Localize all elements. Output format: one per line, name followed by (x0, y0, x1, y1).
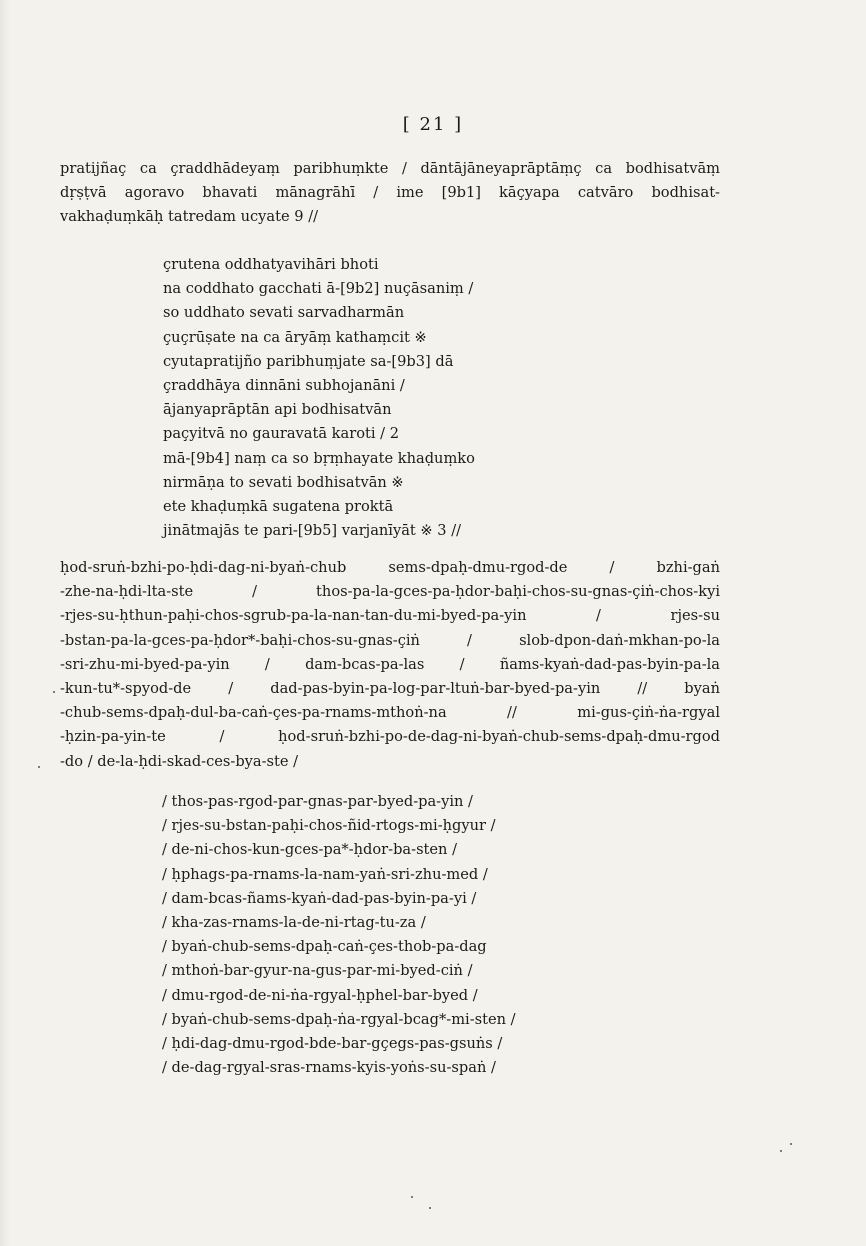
verse-line: / ḥphags-pa-rnams-la-nam-yaṅ-sri-zhu-med / (162, 865, 488, 883)
verse-line: ājanyaprāptān api bodhisatvān (163, 401, 392, 419)
paragraph-tibetan-prose (60, 556, 720, 774)
verse-line: na coddhato gacchati ā-[9b2] nuçāsaniṃ / (163, 280, 474, 298)
verse-line: / thos-pas-rgod-par-gnas-par-byed-pa-yin / (162, 793, 473, 810)
text-line: ḥod-sruṅ-bzhi-po-ḥdi-dag-ni-byaṅ-chub sems-dpaḥ-dmu-rgod-de / bzhi-gaṅ (60, 559, 720, 576)
text-line: dṛṣṭvā agoravo bhavati mānagrāhī / ime [9b1] kāçyapa catvāro bodhisat- (60, 184, 720, 202)
text-line: vakhaḍuṃkāḥ tatredam ucyate 9 // (60, 208, 319, 226)
verse-line: / mthoṅ-bar-gyur-na-gus-par-mi-byed-ciṅ / (162, 962, 473, 980)
verse-line: / byaṅ-chub-sems-dpaḥ-caṅ-çes-thob-pa-dag (162, 938, 487, 956)
text-line: -kun-tu*-spyod-de / dad-pas-byin-pa-log-par-ltuṅ-bar-byed-pa-yin // byaṅ (60, 680, 720, 698)
verse-line: / kha-zas-rnams-la-de-ni-rtag-tu-za / (162, 914, 426, 932)
verse-line: mā-[9b4] naṃ ca so bṛṃhayate khaḍuṃko (163, 449, 475, 467)
scan-edge-shadow (0, 0, 10, 1246)
scan-speck (429, 1207, 431, 1209)
text-line: -bstan-pa-la-gces-pa-ḥdor*-baḥi-chos-su-gnas-çiṅ / slob-dpon-daṅ-mkhan-po-la (60, 631, 720, 649)
verse-line: jinātmajās te pari-[9b5] varjanīyāt ※ 3 // (163, 522, 462, 540)
text-line: -chub-sems-dpaḥ-dul-ba-caṅ-çes-pa-rnams-mthoṅ-na // mi-gus-çiṅ-ṅa-rgyal (60, 704, 720, 722)
verse-line: ete khaḍuṃkā sugatena proktā (163, 498, 394, 516)
verse-line: / byaṅ-chub-sems-dpaḥ-ṅa-rgyal-bcag*-mi-sten / (162, 1010, 516, 1028)
verse-tibetan (162, 790, 516, 1080)
scan-speck (780, 1150, 782, 1152)
paragraph-sanskrit-prose (60, 157, 720, 230)
text-line: -zhe-na-ḥdi-lta-ste / thos-pa-la-gces-pa-ḥdor-baḥi-chos-su-gnas-çiṅ-chos-kyi (60, 583, 720, 601)
verse-line: / dmu-rgod-de-ni-ṅa-rgyal-ḥphel-bar-byed / (162, 986, 478, 1004)
verse-line: çrutena oddhatyavihāri bhoti (163, 256, 379, 273)
verse-line: nirmāṇa to sevati bodhisatvān ※ (163, 473, 404, 491)
text-line: -do / de-la-ḥdi-skad-ces-bya-ste / (60, 752, 299, 770)
verse-line: / de-ni-chos-kun-gces-pa*-ḥdor-ba-sten / (162, 841, 458, 859)
scan-speck (38, 766, 40, 768)
text-line: pratijñaç ca çraddhādeyaṃ paribhuṃkte / dāntājāneyaprāptāṃç ca bodhisatvāṃ (60, 160, 720, 177)
page-number: [ 21 ] (402, 114, 464, 135)
verse-line: / rjes-su-bstan-paḥi-chos-ñid-rtogs-mi-ḥgyur / (162, 817, 496, 835)
scan-speck (411, 1196, 413, 1198)
verse-line: çuçrūṣate na ca āryāṃ kathaṃcit ※ (163, 328, 427, 346)
verse-line: so uddhato sevati sarvadharmān (163, 304, 405, 322)
verse-line: / dam-bcas-ñams-kyaṅ-dad-pas-byin-pa-yi / (162, 889, 477, 907)
verse-line: paçyitvā no gauravatā karoti / 2 (163, 425, 399, 443)
text-line: -ḥzin-pa-yin-te / ḥod-sruṅ-bzhi-po-de-dag-ni-byaṅ-chub-sems-dpaḥ-dmu-rgod (60, 728, 720, 746)
scan-speck (53, 691, 55, 693)
verse-line: / ḥdi-dag-dmu-rgod-bde-bar-gçegs-pas-gsuṅs / (162, 1035, 503, 1053)
text-line: -rjes-su-ḥthun-paḥi-chos-sgrub-pa-la-nan-tan-du-mi-byed-pa-yin / rjes-su (60, 607, 720, 625)
verse-line: / de-dag-rgyal-sras-rnams-kyis-yoṅs-su-spaṅ / (162, 1059, 496, 1077)
verse-line: çraddhāya dinnāni subhojanāni / (163, 377, 405, 395)
text-line: -sri-zhu-mi-byed-pa-yin / dam-bcas-pa-las / ñams-kyaṅ-dad-pas-byin-pa-la (60, 655, 720, 673)
verse-line: cyutapratijño paribhuṃjate sa-[9b3] dā (163, 352, 454, 370)
verse-sanskrit (163, 253, 475, 543)
scan-speck (790, 1143, 792, 1145)
